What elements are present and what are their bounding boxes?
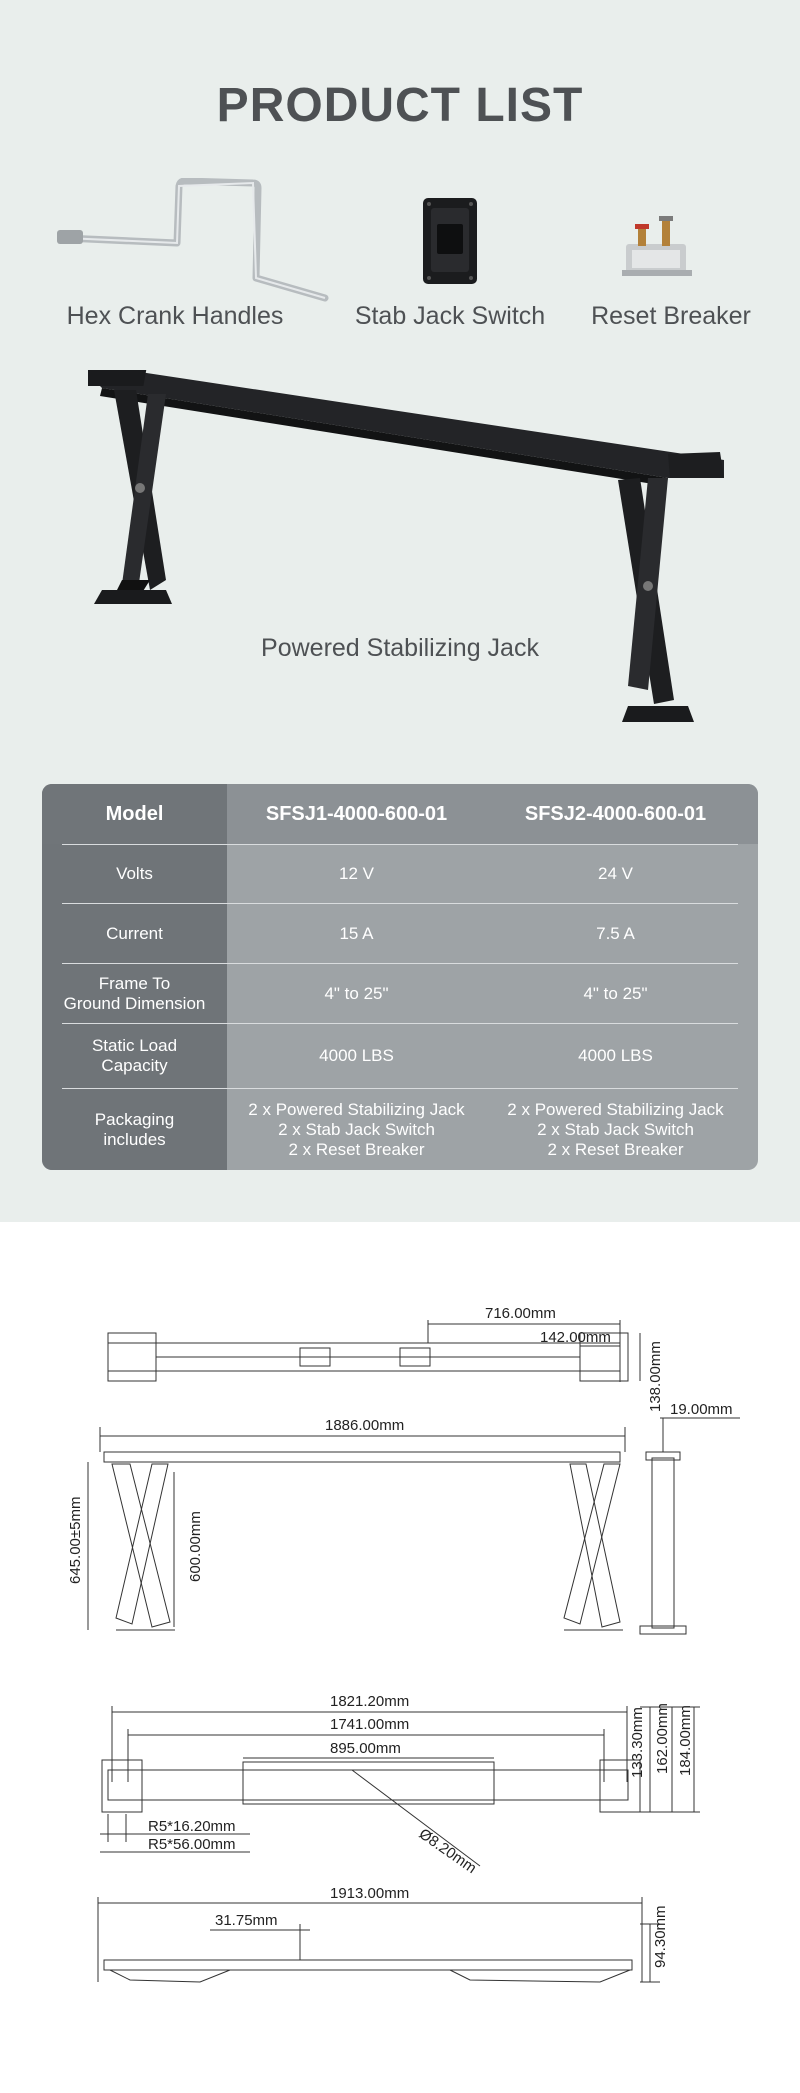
dim-r56: R5*56.00mm <box>148 1836 236 1853</box>
row-value: 2 x Powered Stabilizing Jack 2 x Stab Jack Switch 2 x Reset Breaker <box>248 1099 465 1159</box>
row-label: Frame To Ground Dimension <box>63 973 206 1013</box>
dim-645: 645.00±5mm <box>67 1496 84 1584</box>
stabilizing-jack-image <box>88 360 728 730</box>
table-row <box>42 845 758 903</box>
row-label: Current <box>106 923 163 943</box>
table-row <box>42 1024 758 1088</box>
spec-table <box>42 784 758 1170</box>
dim-142: 142.00mm <box>540 1329 611 1346</box>
header-cell: SFSJ1-4000-600-01 <box>265 803 448 825</box>
header-cell: Model <box>105 803 164 825</box>
dim-184: 184.00mm <box>677 1705 694 1776</box>
row-value: 4000 LBS <box>319 1046 394 1065</box>
row-value: 15 A <box>339 923 374 943</box>
dim-r16: R5*16.20mm <box>148 1818 236 1835</box>
accessory-label-switch: Stab Jack Switch <box>354 302 546 330</box>
accessory-label-crank: Hex Crank Handles <box>66 302 284 330</box>
header-cell: SFSJ2-4000-600-01 <box>524 803 707 825</box>
row-label: Volts <box>116 864 153 883</box>
breaker-icon <box>622 212 692 287</box>
dim-1913: 1913.00mm <box>330 1885 410 1902</box>
dimension-drawings <box>0 1222 800 2093</box>
dim-94: 94.30mm <box>652 1905 669 1968</box>
row-value: 12 V <box>339 864 374 883</box>
table-row <box>42 1089 758 1170</box>
table-row <box>42 964 758 1023</box>
table-row <box>42 904 758 963</box>
dim-138: 138.00mm <box>647 1341 664 1412</box>
row-value: 4" to 25" <box>324 983 389 1003</box>
hex-crank-handle-icon <box>55 178 335 308</box>
dim-31: 31.75mm <box>215 1912 278 1929</box>
table-header-row <box>42 784 758 844</box>
switch-icon <box>421 196 479 286</box>
row-label: Packaging includes <box>94 1109 175 1149</box>
row-label: Static Load Capacity <box>91 1036 178 1075</box>
dim-133: 133.30mm <box>629 1707 646 1778</box>
dim-600: 600.00mm <box>187 1511 204 1582</box>
dim-1821: 1821.20mm <box>330 1693 410 1710</box>
dim-1741: 1741.00mm <box>330 1716 410 1733</box>
row-value: 4000 LBS <box>578 1046 653 1065</box>
dim-19: 19.00mm <box>670 1401 733 1418</box>
dim-1886: 1886.00mm <box>325 1417 405 1434</box>
accessory-label-breaker: Reset Breaker <box>591 302 751 330</box>
dim-716: 716.00mm <box>485 1305 556 1322</box>
dim-895: 895.00mm <box>330 1740 401 1757</box>
dim-162: 162.00mm <box>654 1703 671 1774</box>
row-value: 4" to 25" <box>583 983 648 1003</box>
row-value: 2 x Powered Stabilizing Jack 2 x Stab Jack Switch 2 x Reset Breaker <box>507 1099 724 1159</box>
dim-diameter: Ø8.20mm <box>415 1825 480 1878</box>
jack-label: Powered Stabilizing Jack <box>261 634 539 662</box>
row-value: 7.5 A <box>596 923 635 943</box>
page-title: PRODUCT LIST <box>216 79 584 132</box>
row-value: 24 V <box>598 864 633 883</box>
